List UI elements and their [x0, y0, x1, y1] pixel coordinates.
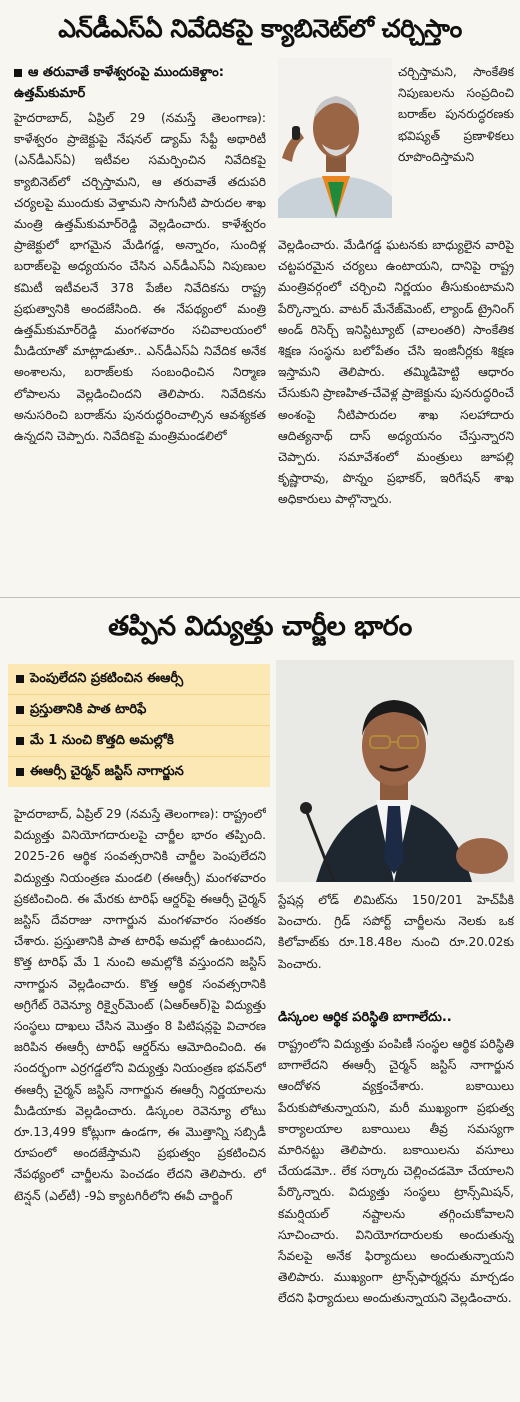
square-bullet-icon: [16, 675, 24, 683]
highlight-item: [8, 664, 270, 695]
highlight-item: [8, 726, 270, 757]
story2-right-top-column: [278, 890, 514, 1000]
story2-highlights-box: [8, 664, 270, 787]
highlight-text: ఈఆర్సీ చైర్మన్ జస్టిస్ నాగార్జున: [30, 764, 184, 779]
highlight-text: పెంపులేదని ప్రకటించిన ఈఆర్సీ: [30, 671, 184, 686]
highlight-item: [8, 757, 270, 787]
story1-left-text: హైదరాబాద్, ఏప్రిల్ 29 (నమస్తే తెలంగాణ): కాళేశ్వరం ప్రాజెక్టుపై నేషనల్ డ్యామ్ సేఫ్టీ అథారిటీ (ఎన్‌డీఎస్‌ఏ) ఇటీవల సమర్పించిన నివేదికపై క్యాబినెట్‌లో చర్చిస్తామని, ఆ తరువాతే తదుపరి చర్యలపై ముందుకు వెళ్తామని సాగునీటి పారుదల శాఖ మంత్రి ఉత్తమ్‌కుమార్‌రెడ్డి వెల్లడించారు. కాళేశ్వరం ప్రాజెక్టులో భాగమైన మేడిగడ్డ, అన్నారం, సుందిళ్ల బరాజ్‌లపై అధ్యయనం చేసిన ఎన్‌డీఎస్‌ఏ నిపుణుల కమిటీ ఇటీవలనే 378 పేజీల నివేదికను రాష్ట్ర ప్రభుత్వానికి అందజేసింది. ఈ నేపథ్యంలో మంత్రి ఉత్తమ్‌కుమార్‌రెడ్డి మంగళవారం సచివాలయంలో మీడియాతో మాట్లాడుతూ.. ఎన్‌డీఎస్‌ఏ నివేదిక అనేక అంశాలను, బరాజ్‌లకు సంబంధించిన నిర్మాణ లోపాలను వెల్లడించిందని తెలిపారు. నివేదికను అనుసరించి బరాజ్‌ను పునరుద్ధరించాల్సిన ఆవశ్యకత ఉన్నదని చెప్పారు. నివేదికపై మంత్రిమండలిలో: [14, 111, 266, 444]
story2-right-bottom-column: [278, 1034, 514, 1394]
highlight-item: [8, 695, 270, 726]
story1-right-bottom-text: వెల్లడించారు. మేడిగడ్డ ఘటనకు బాధ్యులైన వారిపై చట్టపరమైన చర్యలు ఉంటాయని, దానిపై రాష్ట్ర మంత్రివర్గంలో చర్చించి నిర్ణయం తీసుకుంటామని పేర్కొన్నారు. వాటర్ మేనేజ్‌మెంట్, ల్యాండ్ ట్రైనింగ్ అండ్ రిసెర్చ్ ఇనిస్టిట్యూట్ (వాలంతరి) సాంకేతిక శిక్షణ సంస్థను బలోపేతం చేసి ఇంజినీర్లకు శిక్షణ ఇస్తామని తెలిపారు. తమ్మిడిహెట్టి ఆధారం చేసుకుని ప్రాణహిత-చేవెళ్ల ప్రాజెక్టును పునరుద్ధరించే అంశంపై నీటిపారుదల శాఖ సలహాదారు ఆదిత్యనాథ్ దాస్ అధ్యయనం చేస్తున్నారని చెప్పారు. సమావేశంలో మంత్రులు జూపల్లి కృష్ణారావు, పొన్నం ప్రభాకర్, ఇరిగేషన్ శాఖ అధికారులు పాల్గొన్నారు.: [278, 238, 514, 507]
highlight-text: మే 1 నుంచి కొత్తది అమల్లోకి: [30, 733, 174, 748]
story1-kicker-text: ఆ తరువాతే కాళేశ్వరంపై ముందుకెళ్దాం: ఉత్తమ్‌కుమార్: [14, 65, 224, 101]
square-bullet-icon: [14, 69, 22, 77]
story2-left-column: [14, 804, 266, 1394]
square-bullet-icon: [16, 737, 24, 745]
minister-portrait-icon: [278, 58, 392, 218]
story-divider: [0, 597, 520, 598]
square-bullet-icon: [16, 706, 24, 714]
story2-subhead: డిస్కంల ఆర్థిక పరిస్థితి బాగాలేదు..: [278, 1010, 452, 1025]
story2-right-bottom-text: రాష్ట్రంలోని విద్యుత్తు పంపిణీ సంస్థల ఆర్థిక పరిస్థితి బాగాలేదని ఈఆర్సీ చైర్మన్ జస్టిస్ నాగార్జున ఆందోళన వ్యక్తంచేశారు. బకాయిలు పేరుకుపోతున్నాయని, మరీ ముఖ్యంగా ప్రభుత్వ కార్యాలయాల బకాయిలు తీవ్ర సమస్యగా మారినట్టు తెలిపారు. బకాయిలను వసూలు చేయడమో.. లేక సర్కారు చెల్లించడమో చేయాలని పేర్కొన్నారు. విద్యుత్తు సంస్థలు ట్రాన్స్‌మిషన్, కమర్షియల్ నష్టాలను తగ్గించుకోవాలని సూచించారు. వినియోగదారులకు అందుతున్న సేవలపై అనేక ఫిర్యాదులు అందుతున్నాయని తెలిపారు. ముఖ్యంగా ట్రాన్స్‌ఫార్మర్లను మార్చడం లేదని ఫిర్యాదులు అందుతున్నాయని వెల్లడించారు.: [278, 1037, 514, 1306]
highlight-text: ప్రస్తుతానికి పాత టారిఫే: [30, 702, 147, 717]
story1-right-top-text: చర్చిస్తామని, సాంకేతిక నిపుణులను సంప్రదించి బరాజ్‌ల పునరుద్ధరణకు భవిష్యత్ ప్రణాళికలు రూపొందిస్తామని: [398, 65, 514, 164]
story1-headline: ఎన్‌డీఎస్‌ఏ నివేదికపై క్యాబినెట్‌లో చర్చిస్తాం: [58, 14, 462, 43]
square-bullet-icon: [16, 768, 24, 776]
story2-left-text: హైదరాబాద్, ఏప్రిల్ 29 (నమస్తే తెలంగాణ): రాష్ట్రంలో విద్యుత్తు వినియోగదారులపై చార్జీల భారం తప్పింది. 2025-26 ఆర్థిక సంవత్సరానికి చార్జీల పెంపులేదని విద్యుత్తు నియంత్రణ మండలి (ఈఆర్సీ) మంగళవారం ప్రకటించింది. ఈ మేరకు టారిఫ్ ఆర్డర్‌పై ఈఆర్సీ చైర్మన్ జస్టిస్ దేవరాజు నాగార్జున మంగళవారం సంతకం చేశారు. ప్రస్తుతానికి పాత టారిఫే అమల్లో ఉంటుందని, కొత్త టారిఫ్ మే 1 నుంచి అమల్లోకి వస్తుందని జస్టిస్ నాగార్జున వెల్లడించారు. కొత్త ఆర్థిక సంవత్సరానికి అగ్రిగేట్ రెవెన్యూ రిక్వైర్‌మెంట్ (ఏఆర్‌ఆర్)పై విద్యుత్తు సంస్థలు దాఖలు చేసిన మొత్తం 8 పిటిషన్లపై విచారణ జరిపిన ఈఆర్సీ టారిఫ్ ఆర్డర్‌ను ఆమోదించింది. ఈ సందర్భంగా ఎర్రగడ్డలోని విద్యుత్తు నియంత్రణ భవన్‌లో ఈఆర్సీ చైర్మన్ జస్టిస్ నాగార్జున ఈఆర్సీ నిర్ణయాలను మీడియాకు వెల్లడించారు. డిస్కంల రెవెన్యూ లోటు రూ.13,499 కోట్లుగా ఉండగా, ఈ మొత్తాన్ని సబ్సిడీ రూపంలో అందజేస్తామని ప్రభుత్వం ప్రకటించిన నేపథ్యంలో చార్జీలను పెంచడం లేదని తెలిపారు. లో టెన్షన్ (ఎల్‌టీ) -9ఏ క్యాటగిరీలోని ఈవీ చార్జింగ్: [14, 807, 266, 1203]
erc-chairman-icon: [276, 660, 514, 882]
story1-right-bottom-column: [278, 235, 514, 591]
minister-portrait-photo: [278, 58, 392, 218]
story2-headline: తప్పిన విద్యుత్తు చార్జీల భారం: [108, 611, 412, 642]
story1-right-top-column: [398, 62, 514, 234]
story2-right-top-text: స్టేషన్ల లోడ్ లిమిట్‌ను 150/201 హెచ్‌పీకి పెంచారు. గ్రిడ్ సపోర్ట్ చార్జీలను నెలకు ఒక కిలోవాట్‌కు రూ.18.48ల నుంచి రూ.20.02కు పెంచారు.: [278, 893, 514, 971]
erc-chairman-photo: [276, 660, 514, 882]
story1-left-column: [14, 108, 266, 590]
story1-kicker: [14, 62, 264, 104]
